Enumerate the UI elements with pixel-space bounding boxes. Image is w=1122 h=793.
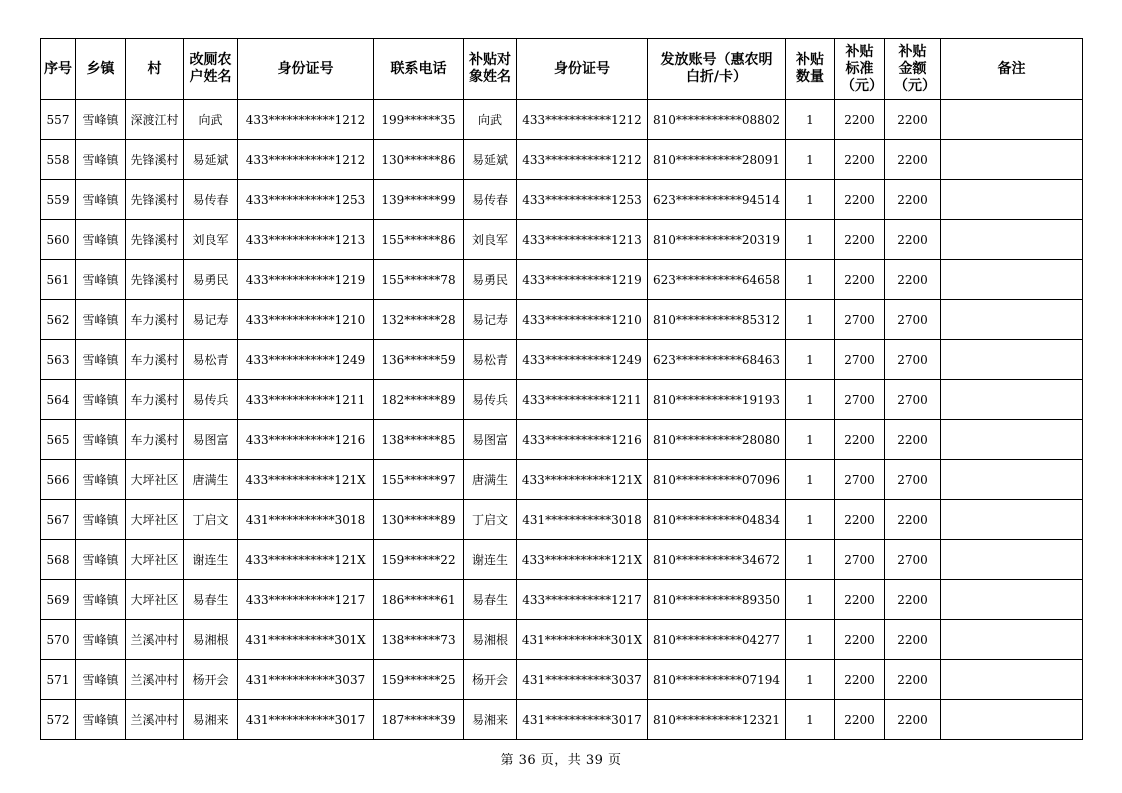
cell-recipient-id: 431***********3017 [517,700,648,740]
col-header-recipient-id: 身份证号 [517,39,648,100]
cell-seq: 559 [41,180,76,220]
col-header-recipient-name: 补贴对象姓名 [464,39,517,100]
cell-town: 雪峰镇 [76,260,126,300]
cell-account: 810***********20319 [648,220,786,260]
cell-owner-name: 易延斌 [184,140,238,180]
col-header-owner-name: 改厕农户姓名 [184,39,238,100]
cell-amount: 2200 [885,660,941,700]
cell-account: 623***********68463 [648,340,786,380]
cell-seq: 570 [41,620,76,660]
cell-account: 810***********89350 [648,580,786,620]
cell-standard: 2200 [835,660,885,700]
cell-village: 车力溪村 [126,300,184,340]
cell-recipient-name: 丁启文 [464,500,517,540]
page-footer: 第 36 页，共 39 页 [500,753,622,768]
cell-recipient-name: 易延斌 [464,140,517,180]
cell-owner-name: 易传春 [184,180,238,220]
cell-seq: 563 [41,340,76,380]
cell-qty: 1 [786,380,835,420]
col-header-note: 备注 [941,39,1083,100]
cell-town: 雪峰镇 [76,460,126,500]
cell-recipient-id: 433***********1216 [517,420,648,460]
cell-seq: 566 [41,460,76,500]
cell-phone: 155******86 [374,220,464,260]
cell-owner-id: 433***********1211 [238,380,374,420]
cell-account: 810***********07194 [648,660,786,700]
cell-recipient-id: 433***********1249 [517,340,648,380]
cell-village: 大坪社区 [126,540,184,580]
cell-standard: 2700 [835,340,885,380]
cell-standard: 2700 [835,460,885,500]
table-row [41,140,1083,180]
col-header-owner-id: 身份证号 [238,39,374,100]
cell-account: 810***********04834 [648,500,786,540]
cell-standard: 2200 [835,580,885,620]
cell-standard: 2700 [835,380,885,420]
cell-seq: 567 [41,500,76,540]
cell-phone: 187******39 [374,700,464,740]
table-row [41,580,1083,620]
cell-phone: 159******22 [374,540,464,580]
cell-town: 雪峰镇 [76,420,126,460]
cell-owner-id: 431***********3037 [238,660,374,700]
cell-recipient-name: 易春生 [464,580,517,620]
cell-village: 兰溪冲村 [126,620,184,660]
cell-note [941,700,1083,740]
cell-village: 先锋溪村 [126,180,184,220]
cell-village: 车力溪村 [126,420,184,460]
subsidy-table [40,38,1083,740]
cell-owner-name: 向武 [184,100,238,140]
cell-phone: 155******97 [374,460,464,500]
cell-village: 先锋溪村 [126,140,184,180]
cell-note [941,460,1083,500]
cell-amount: 2200 [885,700,941,740]
cell-owner-id: 433***********1212 [238,140,374,180]
cell-owner-id: 433***********1253 [238,180,374,220]
cell-note [941,540,1083,580]
cell-owner-id: 433***********1249 [238,340,374,380]
col-header-account: 发放账号（惠农明白折/卡） [648,39,786,100]
cell-owner-name: 易湘根 [184,620,238,660]
table-row [41,700,1083,740]
cell-qty: 1 [786,180,835,220]
cell-village: 兰溪冲村 [126,700,184,740]
cell-town: 雪峰镇 [76,700,126,740]
cell-seq: 569 [41,580,76,620]
table-row [41,100,1083,140]
cell-amount: 2200 [885,100,941,140]
cell-town: 雪峰镇 [76,620,126,660]
cell-recipient-name: 谢连生 [464,540,517,580]
cell-amount: 2200 [885,580,941,620]
cell-village: 车力溪村 [126,380,184,420]
cell-standard: 2200 [835,180,885,220]
cell-recipient-id: 433***********121X [517,460,648,500]
table-row [41,460,1083,500]
col-header-town: 乡镇 [76,39,126,100]
cell-village: 先锋溪村 [126,260,184,300]
cell-phone: 155******78 [374,260,464,300]
cell-recipient-id: 431***********301X [517,620,648,660]
cell-recipient-id: 433***********1213 [517,220,648,260]
cell-owner-name: 易勇民 [184,260,238,300]
cell-account: 810***********07096 [648,460,786,500]
cell-amount: 2700 [885,380,941,420]
cell-qty: 1 [786,660,835,700]
cell-recipient-id: 433***********1253 [517,180,648,220]
cell-note [941,300,1083,340]
table-row [41,500,1083,540]
cell-qty: 1 [786,460,835,500]
cell-qty: 1 [786,260,835,300]
cell-qty: 1 [786,700,835,740]
col-header-seq: 序号 [41,39,76,100]
col-header-amount: 补贴金额（元） [885,39,941,100]
cell-owner-id: 433***********1212 [238,100,374,140]
cell-village: 先锋溪村 [126,220,184,260]
cell-town: 雪峰镇 [76,180,126,220]
cell-seq: 568 [41,540,76,580]
cell-recipient-id: 433***********1217 [517,580,648,620]
table-row [41,340,1083,380]
cell-standard: 2200 [835,100,885,140]
cell-amount: 2200 [885,500,941,540]
cell-phone: 182******89 [374,380,464,420]
cell-account: 810***********28080 [648,420,786,460]
cell-village: 兰溪冲村 [126,660,184,700]
cell-recipient-name: 易松青 [464,340,517,380]
cell-amount: 2200 [885,260,941,300]
cell-account: 623***********94514 [648,180,786,220]
cell-amount: 2200 [885,420,941,460]
cell-phone: 130******89 [374,500,464,540]
cell-note [941,140,1083,180]
cell-phone: 132******28 [374,300,464,340]
cell-owner-id: 433***********1210 [238,300,374,340]
cell-amount: 2700 [885,540,941,580]
cell-owner-name: 刘良军 [184,220,238,260]
cell-standard: 2200 [835,620,885,660]
cell-recipient-id: 433***********1211 [517,380,648,420]
cell-town: 雪峰镇 [76,500,126,540]
cell-town: 雪峰镇 [76,380,126,420]
table-row [41,620,1083,660]
cell-owner-name: 易传兵 [184,380,238,420]
col-header-standard: 补贴标准（元） [835,39,885,100]
cell-standard: 2200 [835,700,885,740]
cell-owner-id: 431***********301X [238,620,374,660]
table-row [41,220,1083,260]
cell-town: 雪峰镇 [76,340,126,380]
cell-qty: 1 [786,140,835,180]
cell-qty: 1 [786,220,835,260]
cell-note [941,420,1083,460]
cell-phone: 199******35 [374,100,464,140]
cell-recipient-name: 易图富 [464,420,517,460]
table-row [41,380,1083,420]
cell-phone: 138******73 [374,620,464,660]
cell-owner-name: 易春生 [184,580,238,620]
cell-owner-id: 433***********1217 [238,580,374,620]
cell-phone: 139******99 [374,180,464,220]
cell-recipient-name: 唐满生 [464,460,517,500]
cell-amount: 2700 [885,460,941,500]
cell-recipient-name: 杨开会 [464,660,517,700]
cell-recipient-id: 433***********121X [517,540,648,580]
cell-amount: 2200 [885,140,941,180]
cell-seq: 561 [41,260,76,300]
cell-qty: 1 [786,100,835,140]
cell-seq: 572 [41,700,76,740]
table-row [41,540,1083,580]
cell-note [941,620,1083,660]
cell-account: 810***********34672 [648,540,786,580]
cell-note [941,660,1083,700]
cell-amount: 2700 [885,340,941,380]
cell-owner-name: 杨开会 [184,660,238,700]
cell-seq: 560 [41,220,76,260]
table-row [41,180,1083,220]
cell-town: 雪峰镇 [76,580,126,620]
cell-recipient-name: 易湘来 [464,700,517,740]
cell-recipient-id: 433***********1219 [517,260,648,300]
cell-seq: 557 [41,100,76,140]
cell-seq: 562 [41,300,76,340]
table-row [41,260,1083,300]
cell-town: 雪峰镇 [76,220,126,260]
cell-qty: 1 [786,580,835,620]
cell-recipient-name: 易传春 [464,180,517,220]
cell-owner-name: 易松青 [184,340,238,380]
cell-owner-id: 431***********3017 [238,700,374,740]
cell-note [941,180,1083,220]
cell-owner-id: 431***********3018 [238,500,374,540]
cell-recipient-id: 433***********1212 [517,140,648,180]
table-row [41,300,1083,340]
cell-amount: 2200 [885,220,941,260]
cell-recipient-id: 433***********1210 [517,300,648,340]
cell-recipient-name: 易记寿 [464,300,517,340]
cell-village: 大坪社区 [126,500,184,540]
col-header-qty: 补贴数量 [786,39,835,100]
cell-phone: 186******61 [374,580,464,620]
cell-qty: 1 [786,300,835,340]
header-row [41,39,1083,100]
cell-village: 大坪社区 [126,460,184,500]
cell-note [941,260,1083,300]
cell-qty: 1 [786,540,835,580]
cell-owner-name: 谢连生 [184,540,238,580]
cell-owner-name: 易图富 [184,420,238,460]
cell-seq: 564 [41,380,76,420]
cell-standard: 2200 [835,220,885,260]
cell-account: 623***********64658 [648,260,786,300]
cell-standard: 2200 [835,260,885,300]
cell-recipient-id: 433***********1212 [517,100,648,140]
cell-owner-id: 433***********121X [238,540,374,580]
cell-seq: 571 [41,660,76,700]
cell-seq: 565 [41,420,76,460]
cell-owner-name: 丁启文 [184,500,238,540]
cell-amount: 2200 [885,620,941,660]
cell-account: 810***********28091 [648,140,786,180]
cell-recipient-id: 431***********3018 [517,500,648,540]
cell-standard: 2700 [835,540,885,580]
col-header-phone: 联系电话 [374,39,464,100]
cell-note [941,380,1083,420]
cell-note [941,580,1083,620]
cell-account: 810***********08802 [648,100,786,140]
col-header-village: 村 [126,39,184,100]
cell-standard: 2200 [835,420,885,460]
cell-standard: 2200 [835,140,885,180]
cell-owner-id: 433***********121X [238,460,374,500]
cell-seq: 558 [41,140,76,180]
cell-owner-name: 易湘来 [184,700,238,740]
table-body [41,100,1083,740]
cell-owner-id: 433***********1216 [238,420,374,460]
cell-qty: 1 [786,500,835,540]
cell-owner-id: 433***********1219 [238,260,374,300]
cell-town: 雪峰镇 [76,540,126,580]
cell-recipient-name: 易湘根 [464,620,517,660]
cell-recipient-name: 向武 [464,100,517,140]
cell-note [941,340,1083,380]
cell-note [941,220,1083,260]
cell-qty: 1 [786,620,835,660]
cell-account: 810***********85312 [648,300,786,340]
cell-account: 810***********04277 [648,620,786,660]
table-row [41,420,1083,460]
cell-standard: 2200 [835,500,885,540]
cell-amount: 2200 [885,180,941,220]
cell-note [941,500,1083,540]
cell-owner-name: 易记寿 [184,300,238,340]
cell-village: 大坪社区 [126,580,184,620]
cell-owner-name: 唐满生 [184,460,238,500]
cell-village: 深渡江村 [126,100,184,140]
cell-recipient-id: 431***********3037 [517,660,648,700]
cell-amount: 2700 [885,300,941,340]
cell-phone: 159******25 [374,660,464,700]
cell-village: 车力溪村 [126,340,184,380]
cell-phone: 136******59 [374,340,464,380]
cell-account: 810***********12321 [648,700,786,740]
cell-town: 雪峰镇 [76,140,126,180]
cell-town: 雪峰镇 [76,660,126,700]
cell-recipient-name: 易传兵 [464,380,517,420]
cell-note [941,100,1083,140]
cell-account: 810***********19193 [648,380,786,420]
cell-qty: 1 [786,340,835,380]
cell-town: 雪峰镇 [76,100,126,140]
cell-phone: 138******85 [374,420,464,460]
cell-town: 雪峰镇 [76,300,126,340]
cell-phone: 130******86 [374,140,464,180]
cell-owner-id: 433***********1213 [238,220,374,260]
table-row [41,660,1083,700]
cell-qty: 1 [786,420,835,460]
cell-recipient-name: 刘良军 [464,220,517,260]
cell-standard: 2700 [835,300,885,340]
cell-recipient-name: 易勇民 [464,260,517,300]
